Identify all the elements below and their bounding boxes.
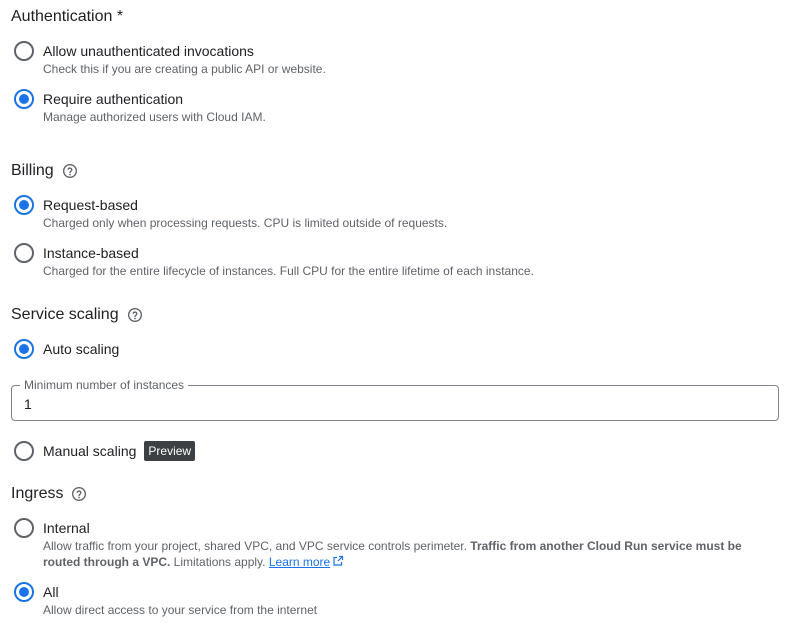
option-label: All bbox=[43, 584, 59, 600]
preview-badge: Preview bbox=[144, 441, 195, 461]
option-description: Charged only when processing requests. CPU is limited outside of requests. bbox=[43, 216, 448, 230]
option-description: Check this if you are creating a public API or website. bbox=[43, 62, 326, 76]
radio-allow-unauthenticated[interactable] bbox=[14, 41, 34, 61]
option-description: Charged for the entire lifecycle of instances. Full CPU for the entire lifetime of each instance. bbox=[43, 264, 534, 278]
learn-more-link[interactable]: Learn more bbox=[268, 555, 331, 569]
min-instances-input[interactable]: 1 bbox=[24, 396, 32, 412]
option-description: Manage authorized users with Cloud IAM. bbox=[43, 110, 266, 124]
min-instances-field[interactable] bbox=[11, 378, 779, 421]
min-instances-label: Minimum number of instances bbox=[20, 378, 188, 392]
option-label: Manual scaling bbox=[43, 443, 137, 459]
radio-manual-scaling[interactable] bbox=[14, 441, 34, 461]
help-circle-icon[interactable] bbox=[127, 307, 143, 323]
option-allow-unauthenticated[interactable] bbox=[14, 41, 326, 77]
option-label: Request-based bbox=[43, 197, 138, 213]
radio-ingress-internal[interactable] bbox=[14, 518, 34, 538]
radio-ingress-all[interactable] bbox=[14, 582, 34, 602]
option-manual-scaling[interactable] bbox=[14, 441, 195, 461]
option-label: Allow unauthenticated invocations bbox=[43, 43, 254, 59]
option-label: Internal bbox=[43, 520, 90, 536]
option-auto-scaling[interactable] bbox=[14, 339, 119, 359]
option-ingress-all[interactable] bbox=[14, 582, 317, 618]
billing-heading: Billing bbox=[11, 161, 78, 181]
option-request-based[interactable] bbox=[14, 195, 447, 231]
option-description: Allow traffic from your project, shared VPC, and VPC service controls perimeter. Traffic from another Cloud Run service must be routed through a VPC. Limitations apply. Learn more bbox=[43, 539, 742, 569]
radio-instance-based[interactable] bbox=[14, 243, 34, 263]
option-label: Require authentication bbox=[43, 91, 184, 107]
option-require-authentication[interactable] bbox=[14, 89, 266, 125]
help-circle-icon[interactable] bbox=[71, 486, 87, 502]
option-label: Auto scaling bbox=[43, 341, 120, 357]
option-instance-based[interactable] bbox=[14, 243, 534, 279]
authentication-heading: Authentication * bbox=[11, 8, 124, 25]
external-link-icon[interactable] bbox=[332, 555, 344, 567]
description-bold: Traffic from another Cloud Run service must be routed through a VPC. bbox=[43, 539, 742, 569]
radio-auto-scaling[interactable] bbox=[14, 339, 34, 359]
service-scaling-heading: Service scaling bbox=[11, 305, 143, 325]
option-label: Instance-based bbox=[43, 245, 139, 261]
help-circle-icon[interactable] bbox=[62, 163, 78, 179]
option-ingress-internal[interactable] bbox=[14, 518, 773, 570]
radio-require-authentication[interactable] bbox=[14, 89, 34, 109]
option-description: Allow direct access to your service from the internet bbox=[43, 603, 318, 617]
ingress-heading: Ingress bbox=[11, 484, 87, 504]
radio-request-based[interactable] bbox=[14, 195, 34, 215]
